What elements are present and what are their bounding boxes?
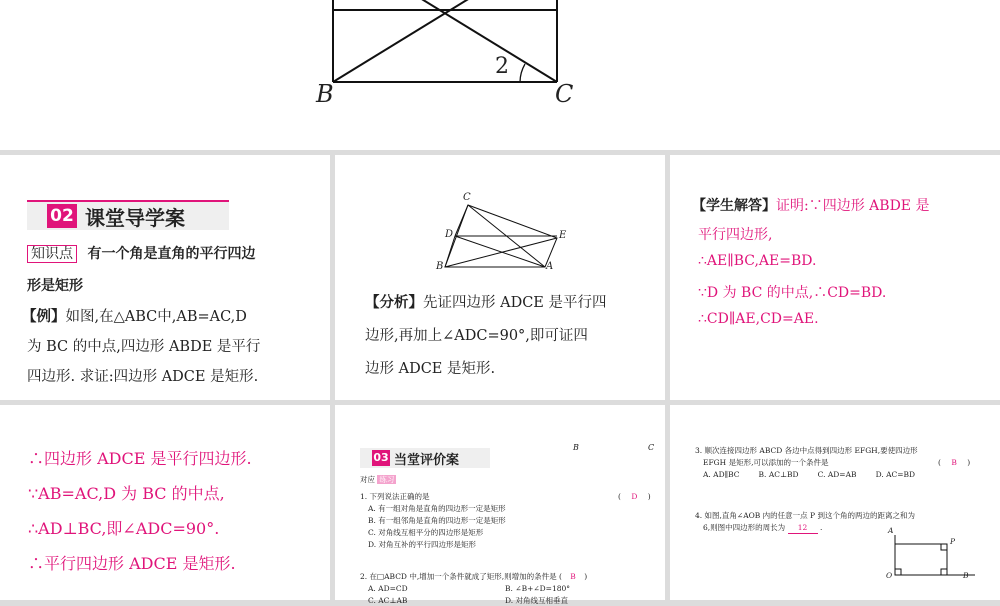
- knowledge-point-text-2: 形是矩形: [27, 278, 83, 294]
- analysis-tag: 【分析】: [365, 295, 423, 311]
- q4-fig-label-p: P: [950, 537, 956, 546]
- q4-line-1: 4. 如图,直角∠AOB 内的任意一点 P 到这个角的两边的距离之和为: [695, 511, 915, 520]
- student-line-5: ∴CD∥AE,CD=AE.: [698, 311, 819, 327]
- q1-paren-close: ): [647, 492, 651, 501]
- example-line-3: 四边形. 求证:四边形 ADCE 是矩形.: [27, 369, 259, 385]
- evaluation-panel: [335, 405, 665, 605]
- proof-line-3: ∴AD⊥BC,即∠ADC=90°.: [28, 519, 220, 538]
- fig-label-d: D: [445, 229, 454, 240]
- evaluation-panel-2: [670, 405, 1000, 600]
- eval-section-number-badge: 03: [373, 451, 389, 464]
- proof-line-4: ∴平行四边形 ADCE 是矩形.: [28, 554, 236, 573]
- q4-fig-label-a: A: [888, 526, 894, 535]
- knowledge-point-text: 有一个角是直角的平行四边: [87, 246, 256, 262]
- knowledge-point-tag: 知识点: [27, 245, 77, 263]
- student-text-1: 证明:∵四边形 ABDE 是: [776, 198, 930, 214]
- student-line-1: [692, 195, 929, 215]
- q4-fig-label-b: B: [963, 571, 969, 580]
- student-line-4: ∵D 为 BC 的中点,∴CD=BD.: [698, 285, 887, 301]
- analysis-line-2: 边形,再加上∠ADC=90°,即可证四: [365, 328, 588, 344]
- eval-tag-small: 练习: [379, 475, 395, 484]
- fig-label-a: A: [546, 261, 554, 272]
- section-number-badge: 02: [47, 204, 77, 228]
- fig-label-c: C: [463, 192, 471, 203]
- section-title: 课堂导学案: [85, 205, 185, 230]
- q4-answer: 12: [788, 523, 818, 534]
- student-line-3: ∴AE∥BC,AE=BD.: [698, 253, 817, 269]
- analysis-text-1: 先证四边形 ADCE 是平行四: [423, 295, 607, 311]
- eval-section-header: [360, 448, 490, 468]
- example-line-2: 为 BC 的中点,四边形 ABDE 是平行: [27, 339, 261, 355]
- q3-line-1: 3. 顺次连接四边形 ABCD 各边中点得到四边形 EFGH,要使四边形: [695, 446, 918, 455]
- q2-option-c: C. AC⊥AB: [368, 596, 408, 605]
- q2-option-b: B. ∠B+∠D=180°: [505, 584, 571, 593]
- stray-label-c: C: [648, 443, 655, 452]
- q3-paren: [938, 458, 970, 468]
- analysis-line-1: [365, 291, 607, 312]
- example-text-1: 如图,在△ABC中,AB=AC,D: [65, 309, 247, 325]
- top-vertex-c-label: C: [555, 80, 574, 108]
- q2-stem-line: [360, 572, 587, 582]
- eval-tag: 对应: [360, 475, 375, 484]
- q4-line-2-post: .: [819, 523, 823, 532]
- q1-paren-open: (: [618, 492, 621, 501]
- eval-section-title: 当堂评价案: [394, 452, 460, 468]
- knowledge-point-line: [27, 243, 255, 263]
- q2-paren-close: ): [584, 572, 588, 581]
- proof-line-2: ∵AB=AC,D 为 BC 的中点,: [28, 484, 225, 503]
- section-header: [27, 202, 229, 230]
- q2-option-d: D. 对角线互相垂直: [505, 596, 569, 605]
- q4-fig-label-o: O: [886, 571, 893, 580]
- q4-line-2: [703, 523, 822, 534]
- stray-label-b: B: [573, 443, 579, 452]
- right-angle-figure: [875, 530, 995, 600]
- q1-option-d: D. 对角互补的平行四边形是矩形: [368, 540, 477, 549]
- q1-answer: D: [631, 492, 638, 501]
- q2-option-a: A. AD=CD: [368, 584, 408, 593]
- top-angle-label: 2: [495, 54, 509, 79]
- q1-stem: 1. 下列说法正确的是: [360, 492, 430, 501]
- q1-option-a: A. 有一组对角是直角的四边形一定是矩形: [368, 504, 506, 513]
- proof-continuation-panel: [0, 405, 330, 600]
- q2-answer: B: [570, 572, 576, 581]
- proof-line-1: ∴四边形 ADCE 是平行四边形.: [28, 449, 252, 468]
- q1-paren: [618, 492, 651, 502]
- student-answer-tag: 【学生解答】: [692, 198, 776, 214]
- q3-answer: B: [951, 458, 957, 467]
- eval-tag-line: [360, 475, 396, 485]
- analysis-line-3: 边形 ADCE 是矩形.: [365, 361, 496, 377]
- example-tag: 【例】: [22, 309, 66, 325]
- student-answer-panel: [670, 155, 1000, 400]
- top-vertex-b-label: B: [316, 80, 334, 108]
- fig-label-e: E: [559, 230, 567, 241]
- top-figure-panel: [0, 0, 1000, 150]
- q3-paren-open: (: [938, 458, 941, 467]
- q2-stem: 2. 在□ABCD 中,增加一个条件就成了矩形,则增加的条件是 (: [360, 572, 562, 581]
- fig-label-b: B: [436, 261, 444, 272]
- guide-panel: [0, 155, 330, 400]
- q1-option-b: B. 有一组邻角是直角的四边形一定是矩形: [368, 516, 506, 525]
- q3-options: A. AD∥BC B. AC⊥BD C. AD=AB D. AC=BD: [703, 470, 916, 479]
- analysis-panel: [335, 155, 665, 400]
- q3-line-2: EFGH 是矩形,可以添加的一个条件是: [703, 458, 829, 467]
- student-line-2: 平行四边形,: [698, 227, 773, 243]
- q4-line-2-pre: 6,则图中四边形的周长为: [703, 523, 786, 532]
- quadrilateral-figure: [335, 155, 665, 285]
- example-line-1: [22, 305, 247, 326]
- q3-paren-close: ): [967, 458, 971, 467]
- q1-option-c: C. 对角线互相平分的四边形是矩形: [368, 528, 484, 537]
